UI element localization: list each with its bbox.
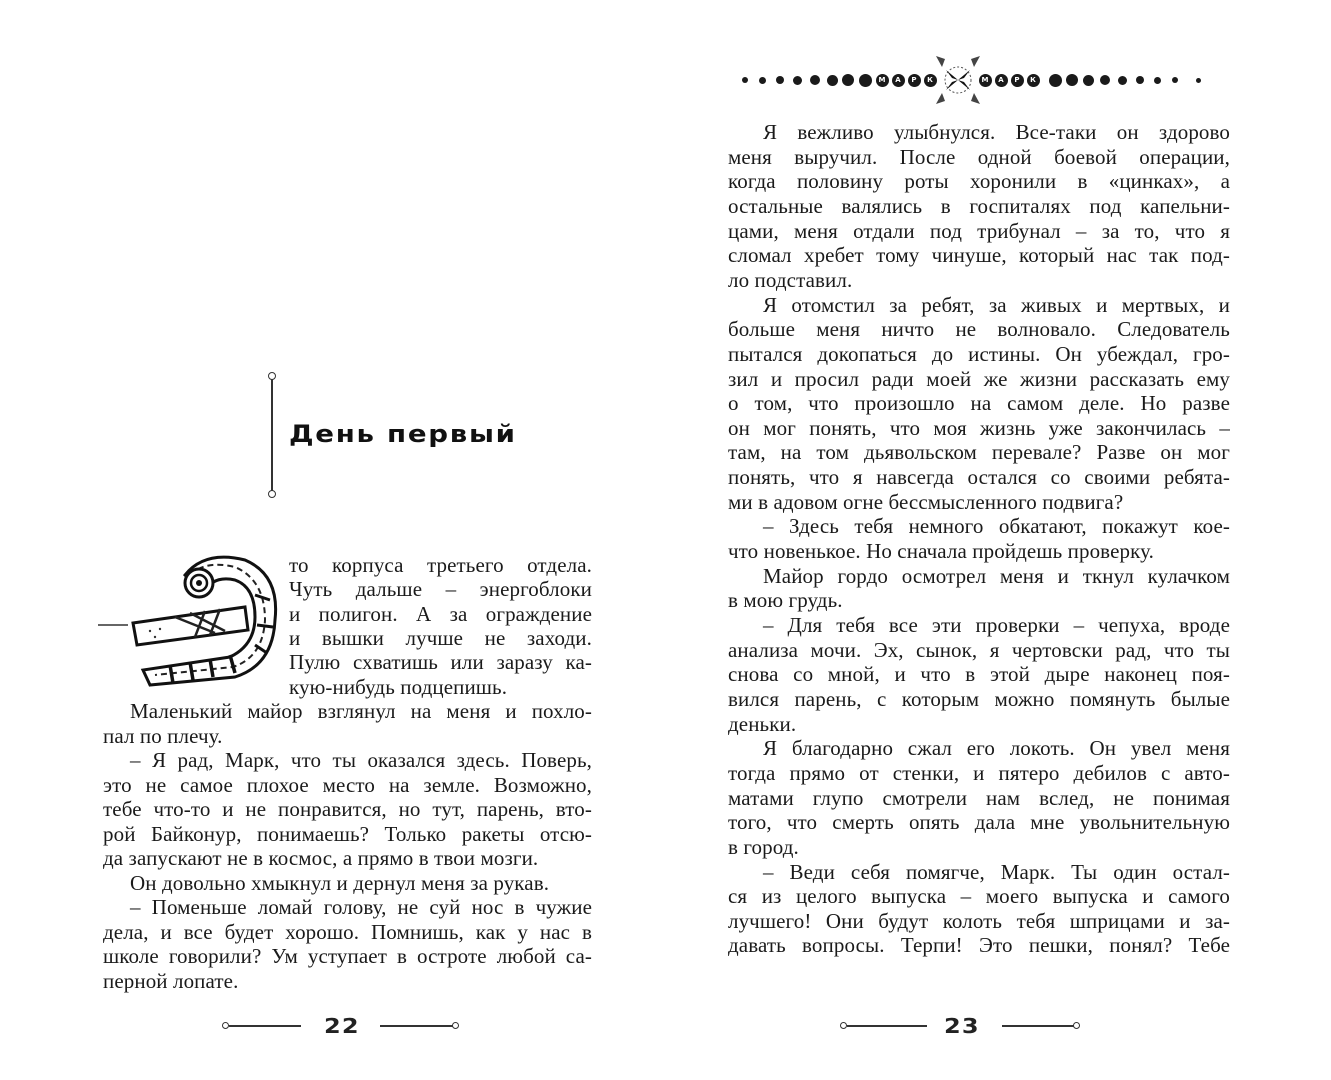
text-line: тогда прямо от стенки, и пятеро дебилов с авто- <box>728 760 1230 785</box>
text-line: давать вопросы. Терпи! Это пешки, понял? Тебе <box>728 933 1230 958</box>
right-page <box>660 0 1331 1080</box>
folio-rule <box>229 1025 301 1027</box>
text-line: Чуть дальше – энергоблоки <box>289 577 592 602</box>
header-ornament <box>700 45 1260 115</box>
rule-end-dot <box>268 490 276 498</box>
text-line: лучшего! Они будут колоть тебя шприцами и за- <box>728 908 1230 933</box>
ornament-dot <box>793 76 802 85</box>
text-line: ся из целого выпуска – моего выпуска и самого <box>728 884 1230 909</box>
ornament-dot <box>1066 74 1078 86</box>
text-line: Я отомстил за ребят, за живых и мертвых, и <box>763 292 1230 317</box>
text-line: матами глупо смотрели нам вслед, не понимая <box>728 785 1230 810</box>
text-line: сломал хребет тому чинуше, который нас так под- <box>728 243 1230 268</box>
ornament-dot <box>1100 75 1110 85</box>
text-line: то корпуса третьего отдела. <box>289 553 592 577</box>
text-line: кую-нибудь подцепишь. <box>289 674 508 699</box>
ornament-dot <box>742 77 748 83</box>
folio-dot <box>1073 1022 1080 1029</box>
ornament-letter-dot: К <box>924 74 937 87</box>
text-line: – Для тебя все эти проверки – чепуха, вроде <box>763 613 1230 637</box>
folio-dot <box>452 1022 459 1029</box>
folio-rule <box>847 1025 927 1027</box>
ornament-dot <box>1118 76 1127 85</box>
folio-dot <box>222 1022 229 1029</box>
rule-end-dot <box>268 372 276 380</box>
chapter-title: День первый <box>289 420 517 448</box>
page-footer-right <box>840 1016 1080 1036</box>
ornament-letter-dot: Р <box>1011 74 1024 87</box>
text-line: ло подставил. <box>728 267 853 292</box>
folio-rule <box>1002 1025 1074 1027</box>
text-line: это не самое плохое место на земле. Возможно, <box>103 772 592 797</box>
ornament-dot <box>810 75 820 85</box>
folio-dot <box>840 1022 847 1029</box>
text-line: Майор гордо осмотрел меня и ткнул кулачком <box>763 563 1230 588</box>
text-line: зил и просил ради моей же жизни рассказать ему <box>728 366 1230 391</box>
text-line: в город. <box>728 834 799 859</box>
ornament-dot <box>1172 77 1178 83</box>
text-line: рой Байконур, понимаешь? Только ракеты отсю- <box>103 821 592 846</box>
text-line: он мог понять, что моя жизнь уже закончилась – <box>728 415 1230 440</box>
text-line: да запускают не в космос, а прямо в твои мозги. <box>103 846 539 870</box>
ornament-dot <box>1196 78 1201 83</box>
dropcap-letter-shape <box>133 557 276 685</box>
ornament-dot <box>776 76 784 84</box>
ornament-letter-dot: Р <box>908 74 921 87</box>
text-line: дела, и все будет хорошо. Помнишь, как у нас в <box>103 919 592 944</box>
text-line: что новенькое. Но сначала пройдешь проверку. <box>728 539 1154 564</box>
ornament-dot <box>1083 75 1094 86</box>
ornament-dot <box>842 74 854 86</box>
text-line: и полигон. А за ограждение <box>289 601 592 626</box>
ornament-dot <box>859 74 872 87</box>
text-line: деньки. <box>728 711 797 736</box>
ornament-letter-dot: А <box>892 74 905 87</box>
text-line: пал по плечу. <box>103 723 223 748</box>
text-line: Пулю схватишь или заразу ка- <box>289 650 592 675</box>
ornament-letter-dot: А <box>995 74 1008 87</box>
text-line: остальные валялись в госпиталях под капельни- <box>728 193 1230 218</box>
ornament-dot <box>827 75 838 86</box>
text-line: и вышки лучше не заходи. <box>289 625 592 650</box>
text-line: цами, меня отдали под трибунал – за то, что я <box>728 218 1230 243</box>
text-line: ми в адовом огне бессмысленного подвига? <box>728 489 1124 514</box>
text-line: о том, что произошло на самом деле. Но разве <box>728 391 1230 416</box>
page-footer-left <box>222 1016 462 1036</box>
text-line: Он довольно хмыкнул и дернул меня за рукав. <box>130 870 550 895</box>
text-line: тебе что-то и не понравится, но тут, парень, вто- <box>103 797 592 821</box>
text-line: меня выручил. После одной боевой операции, <box>728 144 1230 169</box>
ornament-letter-dot: К <box>1027 74 1040 87</box>
text-line: – Веди себя помягче, Марк. Ты один остал- <box>763 859 1230 884</box>
left-page <box>0 0 660 1080</box>
text-line: Я вежливо улыбнулся. Все-таки он здорово <box>763 120 1230 144</box>
page-number: 22 <box>324 1014 360 1038</box>
ornament-dot <box>1154 77 1161 84</box>
text-line: Я благодарно сжал его локоть. Он увел меня <box>763 736 1230 761</box>
text-line: пытался докопаться до истины. Он убеждал, гро- <box>728 341 1230 366</box>
text-line: когда половину роты хоронили в «цинках», а <box>728 169 1230 194</box>
ornament-dot <box>759 77 766 84</box>
text-line: в мою грудь. <box>728 588 843 613</box>
text-line: того, что смерть опять дала мне увольнительную <box>728 810 1230 835</box>
text-line: вился парень, с которым можно помянуть былые <box>728 686 1230 711</box>
text-line: – Поменьше ломай голову, не суй нос в чужие <box>130 895 592 919</box>
ornament-center-cross-icon <box>928 50 988 110</box>
chapter-title-rule <box>271 378 273 492</box>
text-line: анализа мочи. Эх, сынок, я чертовски рад, что ты <box>728 637 1230 662</box>
dropcap-ornament-icon <box>95 545 285 690</box>
text-line: там, на том дьявольском перевале? Разве он мог <box>728 440 1230 465</box>
ornament-dot <box>1049 74 1062 87</box>
text-line: – Здесь тебя немного обкатают, покажут кое- <box>763 514 1230 539</box>
text-line: снова со мной, и что в этой дыре наконец поя- <box>728 662 1230 687</box>
text-line: понять, что я навсегда остался со своими ребята- <box>728 465 1230 490</box>
text-line: Маленький майор взглянул на меня и похло- <box>130 699 592 723</box>
ornament-letter-dot: М <box>876 74 889 87</box>
text-line: больше меня ничто не волновало. Следователь <box>728 317 1230 342</box>
text-line: школе говорили? Ум уступает в остроте любой са- <box>103 944 592 968</box>
folio-rule <box>380 1025 454 1027</box>
ornament-letter-dot: М <box>979 74 992 87</box>
text-line: – Я рад, Марк, что ты оказался здесь. Поверь, <box>130 748 592 772</box>
page-number: 23 <box>944 1014 980 1038</box>
text-line: перной лопате. <box>103 968 239 993</box>
ornament-dot <box>1136 76 1144 84</box>
